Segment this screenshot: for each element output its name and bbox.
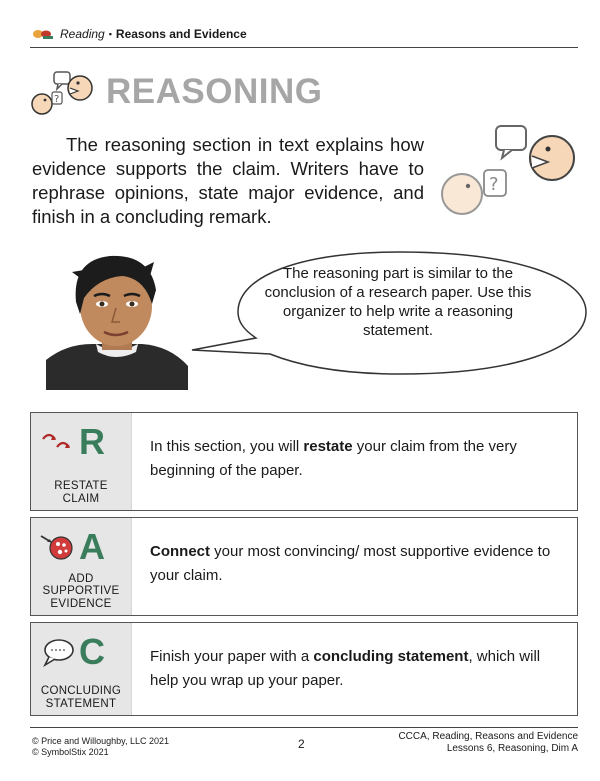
footer-copyright <box>32 736 169 758</box>
svg-text:?: ? <box>489 174 499 195</box>
row-sidebar <box>31 518 132 615</box>
speech-bubble-icon <box>39 637 77 667</box>
row-description <box>132 518 577 615</box>
course-line: Lessons 6, Reasoning, Dim A <box>446 743 578 754</box>
header-title: Reasons and Evidence <box>115 27 247 41</box>
row-bold-text: concluding statement <box>313 648 469 665</box>
header-separator: ▪ <box>108 29 112 39</box>
header-subject: Reading <box>60 27 105 41</box>
row-sidebar <box>31 623 132 715</box>
organizer-row-evidence <box>30 517 578 616</box>
organizer-row-concluding <box>30 622 578 716</box>
footer-course-info <box>398 731 578 755</box>
evidence-target-icon <box>39 532 77 562</box>
row-description <box>132 413 577 510</box>
row-letter: A <box>79 526 105 567</box>
row-label-line: EVIDENCE <box>50 597 112 610</box>
restate-arrows-icon <box>39 427 77 457</box>
row-label <box>31 573 131 611</box>
discussion-heads-icon <box>440 122 580 217</box>
row-text: your most convincing/ most supportive evidence to your claim. <box>150 543 551 584</box>
row-bold-text: Connect <box>150 543 210 560</box>
logo-icon <box>32 28 54 40</box>
row-letter: C <box>79 631 105 672</box>
row-label-line: SUPPORTIVE <box>42 585 120 597</box>
speech-bubble-text: The reasoning part is similar to the conclusion of a research paper. Use this organizer to help write a reasoning statement. <box>264 265 532 339</box>
row-label-line: CONCLUDING <box>40 685 122 697</box>
row-letter: R <box>79 421 105 462</box>
svg-text:?: ? <box>54 94 60 105</box>
course-line: CCCA, Reading, Reasons and Evidence <box>398 731 578 742</box>
student-avatar <box>46 248 188 390</box>
header-divider <box>30 47 578 48</box>
row-label-line: ADD <box>68 572 94 585</box>
copyright-line: © SymbolStix 2021 <box>32 747 109 757</box>
copyright-line: © Price and Willoughby, LLC 2021 <box>32 736 170 746</box>
thinking-heads-icon <box>30 70 98 118</box>
page-header <box>32 27 247 41</box>
row-text: your claim from the very beginning of the paper. <box>150 438 517 479</box>
row-text: In this section, you will <box>150 438 304 455</box>
row-text: Finish your paper with a <box>150 648 314 665</box>
row-bold-text: restate <box>303 438 353 455</box>
page-title: REASONING <box>106 72 323 111</box>
row-label-line: RESTATE <box>54 480 108 492</box>
intro-paragraph: The reasoning section in text explains how evidence supports the claim. Writers have to rephrase opinions, state major evidence, and finish in a concluding remark. <box>32 134 424 227</box>
row-label <box>31 685 131 710</box>
row-description <box>132 623 577 715</box>
page-number: 2 <box>298 737 305 751</box>
row-label <box>31 480 131 505</box>
footer-divider <box>30 727 578 728</box>
row-label-line: STATEMENT <box>45 697 117 710</box>
row-text: , which will help you wrap up your paper. <box>150 648 541 689</box>
organizer-row-restate <box>30 412 578 511</box>
row-label-line: CLAIM <box>62 492 100 505</box>
row-sidebar <box>31 413 132 510</box>
